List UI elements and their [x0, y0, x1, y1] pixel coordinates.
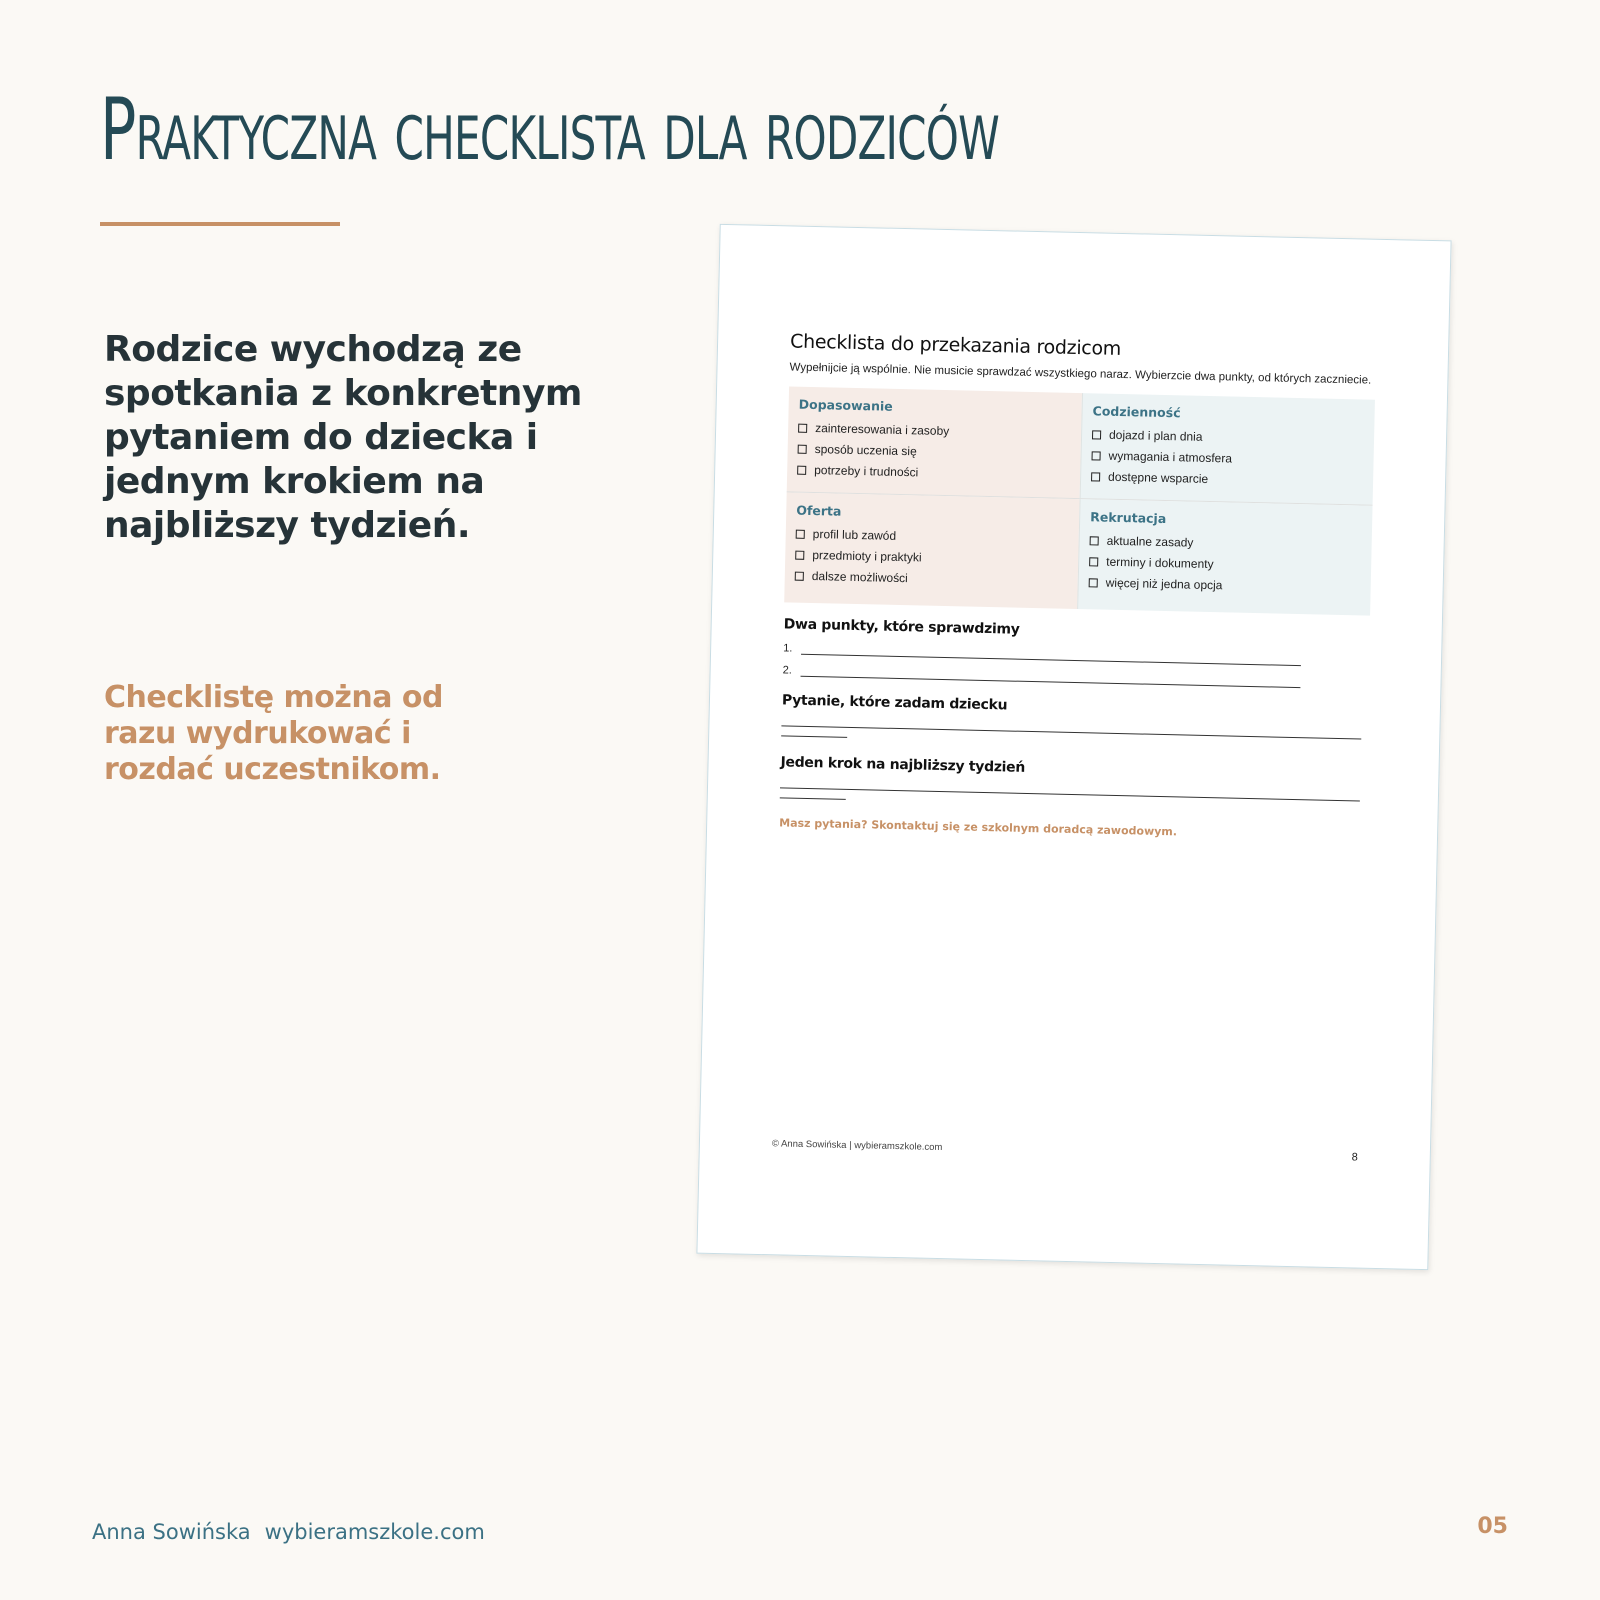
checkbox-icon — [1092, 430, 1101, 439]
question-heading: Pytanie, które zadam dziecku — [781, 692, 1008, 714]
title-underline — [100, 222, 340, 226]
checkbox-icon — [1089, 578, 1098, 587]
checkbox-icon — [1092, 451, 1101, 460]
category-heading: Oferta — [796, 502, 842, 519]
checkbox-icon — [795, 571, 804, 580]
point-number: 2. — [782, 664, 792, 677]
checklist-item-label: dojazd i plan dnia — [1108, 427, 1203, 444]
checklist-item-label: aktualne zasady — [1106, 533, 1194, 550]
checklist-item — [1091, 448, 1363, 468]
checklist-item-label: potrzeby i trudności — [814, 463, 919, 480]
point-line-1 — [783, 642, 1369, 667]
checkbox-icon — [1090, 536, 1099, 545]
checklist-item — [797, 463, 1070, 483]
author-site: wybieramszkole.com — [264, 1520, 485, 1544]
checkbox-icon — [797, 465, 806, 474]
checklist-item-label: wymagania i atmosfera — [1108, 448, 1233, 466]
checklist-handout-page — [696, 224, 1451, 1270]
point-line-2 — [783, 664, 1369, 689]
checkbox-icon — [796, 529, 805, 538]
category-heading: Codzienność — [1092, 403, 1181, 421]
print-note: Checklistę można od razu wydrukować i rozdać uczestnikom. — [104, 680, 443, 787]
checklist-item — [1090, 533, 1362, 553]
checklist-item-label: zainteresowania i zasoby — [815, 421, 950, 439]
step-heading: Jeden krok na najbliższy tydzień — [780, 754, 1026, 776]
checklist-item-label: profil lub zawód — [812, 527, 897, 543]
handout-title: Checklista do przekazania rodzicom — [789, 330, 1122, 360]
checklist-item — [798, 442, 1071, 462]
slide-title: Praktyczna checklista dla rodziców — [100, 80, 999, 180]
write-line-stub — [780, 788, 846, 799]
checklist-item — [795, 548, 1068, 568]
checklist-item-label: terminy i dokumenty — [1106, 554, 1214, 572]
checklist-item-label: dostępne wsparcie — [1107, 469, 1209, 486]
checkbox-icon — [1089, 557, 1098, 566]
checklist-item — [796, 527, 1069, 547]
category-dopasowanie — [787, 386, 1082, 499]
points-heading: Dwa punkty, które sprawdzimy — [783, 616, 1020, 638]
handout-copyright: © Anna Sowińska | wybieramszkole.com — [771, 1138, 943, 1154]
checklist-item-label: dalsze możliwości — [811, 569, 908, 586]
checkbox-icon — [798, 444, 807, 453]
checklist-item — [795, 569, 1068, 589]
checklist-item — [1091, 469, 1363, 489]
category-oferta — [784, 492, 1079, 609]
handout-intro: Wypełnijcie ją wspólnie. Nie musicie sprawdzać wszystkiego naraz. Wybierzcie dwa punkty, od których zaczniecie. — [789, 361, 1372, 387]
checklist-item — [1089, 575, 1361, 595]
checklist-item — [1092, 427, 1364, 447]
contact-note: Masz pytania? Skontaktuj się ze szkolnym doradcą zawodowym. — [779, 816, 1178, 839]
point-number: 1. — [783, 642, 793, 655]
lead-text: Rodzice wychodzą ze spotkania z konkretnym pytaniem do dziecka i jednym krokiem na najbliższy tydzień. — [104, 329, 582, 546]
write-line — [801, 665, 1301, 688]
category-heading: Rekrutacja — [1090, 509, 1167, 527]
category-grid — [784, 386, 1375, 615]
author-name: Anna Sowińska — [92, 1520, 251, 1544]
slide-page-number: 05 — [1477, 1514, 1508, 1539]
footer-author — [92, 1520, 485, 1544]
handout-page-number: 8 — [1351, 1151, 1358, 1164]
checkbox-icon — [1091, 472, 1100, 481]
checklist-item — [798, 421, 1071, 441]
checklist-item — [1089, 554, 1361, 574]
handout-content — [779, 330, 1376, 842]
checkbox-icon — [798, 423, 807, 432]
category-heading: Dopasowanie — [798, 396, 893, 414]
write-line — [801, 643, 1301, 666]
checklist-item-label: sposób uczenia się — [814, 442, 917, 459]
category-rekrutacja — [1077, 499, 1372, 616]
write-line-stub — [781, 726, 847, 737]
checklist-item-label: więcej niż jedna opcja — [1105, 575, 1223, 593]
checkbox-icon — [795, 550, 804, 559]
category-codziennosc — [1080, 393, 1375, 506]
checklist-item-label: przedmioty i praktyki — [812, 548, 922, 565]
